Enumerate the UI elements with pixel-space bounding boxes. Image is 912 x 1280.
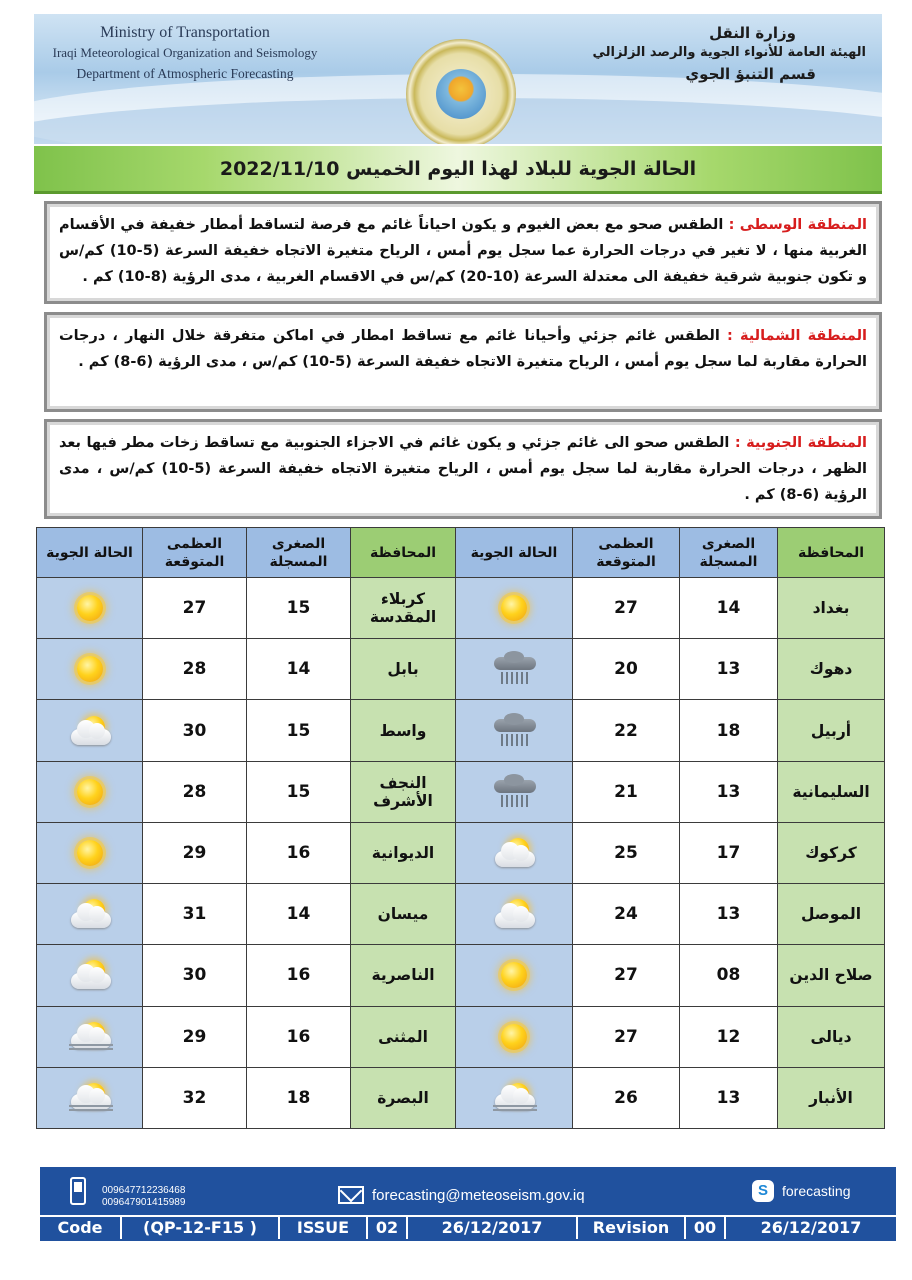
weather-cell bbox=[37, 884, 143, 945]
max-temp-cell: 29 bbox=[143, 822, 247, 883]
ministry-name-en: Ministry of Transportation bbox=[100, 24, 270, 41]
header-banner bbox=[34, 14, 882, 144]
region-south bbox=[44, 419, 882, 519]
governorate-cell: الموصل bbox=[778, 884, 885, 945]
code-value: (QP-12-F15 ) bbox=[122, 1217, 280, 1239]
header-arabic bbox=[592, 24, 866, 83]
issue-date: 26/12/2017 bbox=[408, 1217, 578, 1239]
min-temp-cell: 15 bbox=[247, 578, 351, 639]
governorate-cell: كركوك bbox=[778, 822, 885, 883]
document-code-bar bbox=[40, 1215, 896, 1239]
skype-name: forecasting bbox=[782, 1183, 851, 1199]
partly-cloudy-icon bbox=[65, 955, 115, 995]
region-label: المنطقة الشمالية : bbox=[727, 328, 868, 344]
weather-cell bbox=[456, 884, 573, 945]
governorate-cell: ميسان bbox=[351, 884, 456, 945]
max-temp-cell: 28 bbox=[143, 761, 247, 822]
region-text: الطقس صحو مع بعض الغيوم و يكون احياناً غائم مع فرصة لتساقط أمطار خفيفة في الأقسام الغربية منها ، لا تغير في درجات الحرارة عما سجل يوم أمس ، الرياح متغيرة الاتجاه خفيفة السرعة (5-10) كم/س و تكون جنوبية شرقية خفيفة الى معتدلة السرعة (10-20) كم/س في الاقسام الغربية ، مدى الرؤية (8-10) كم . bbox=[59, 217, 867, 285]
max-temp-cell: 27 bbox=[143, 578, 247, 639]
max-temp-cell: 27 bbox=[573, 1006, 680, 1067]
min-temp-cell: 14 bbox=[247, 639, 351, 700]
header-governorate: المحافظة bbox=[351, 528, 456, 578]
sun-haze-icon bbox=[489, 1078, 539, 1118]
weather-cell bbox=[37, 578, 143, 639]
sun-icon bbox=[489, 1017, 539, 1057]
email-contact bbox=[338, 1186, 585, 1204]
governorate-cell: السليمانية bbox=[778, 761, 885, 822]
table-row bbox=[37, 700, 885, 761]
email-address: forecasting@meteoseism.gov.iq bbox=[372, 1186, 585, 1204]
min-temp-cell: 13 bbox=[680, 884, 778, 945]
max-temp-cell: 25 bbox=[573, 822, 680, 883]
header-min-recorded: الصغرى المسجلة bbox=[247, 528, 351, 578]
sun-icon bbox=[65, 588, 115, 628]
weather-cell bbox=[37, 761, 143, 822]
sun-icon bbox=[489, 955, 539, 995]
partly-cloudy-icon bbox=[65, 894, 115, 934]
sun-icon bbox=[489, 588, 539, 628]
governorate-cell: النجف الأشرف bbox=[351, 761, 456, 822]
governorate-cell: واسط bbox=[351, 700, 456, 761]
min-temp-cell: 16 bbox=[247, 945, 351, 1006]
min-temp-cell: 16 bbox=[247, 1006, 351, 1067]
governorate-cell: الديوانية bbox=[351, 822, 456, 883]
weather-cell bbox=[456, 700, 573, 761]
table-row bbox=[37, 761, 885, 822]
weather-cell bbox=[456, 578, 573, 639]
revision-label: Revision bbox=[578, 1217, 686, 1239]
max-temp-cell: 30 bbox=[143, 700, 247, 761]
footer bbox=[40, 1167, 896, 1241]
max-temp-cell: 29 bbox=[143, 1006, 247, 1067]
ministry-name-ar: وزارة النقل bbox=[709, 24, 796, 42]
min-temp-cell: 16 bbox=[247, 822, 351, 883]
forecast-table bbox=[36, 527, 885, 1129]
sun-icon bbox=[65, 649, 115, 689]
partly-cloudy-icon bbox=[489, 894, 539, 934]
min-temp-cell: 18 bbox=[680, 700, 778, 761]
max-temp-cell: 27 bbox=[573, 945, 680, 1006]
department-name-en: Department of Atmospheric Forecasting bbox=[76, 66, 294, 81]
region-central bbox=[44, 201, 882, 304]
governorate-cell: بابل bbox=[351, 639, 456, 700]
governorate-cell: الناصرية bbox=[351, 945, 456, 1006]
table-row bbox=[37, 1067, 885, 1128]
region-text: الطقس غائم جزئي وأحيانا غائم مع تساقط امطار في اماكن متفرقة خلال النهار ، درجات الحرارة مقاربة لما سجل يوم أمس ، الرياح متغيرة الاتجاه خفيفة السرعة (5-10) كم/س ، مدى الرؤية (6-8) كم . bbox=[59, 328, 867, 370]
partly-cloudy-icon bbox=[489, 833, 539, 873]
table-row bbox=[37, 639, 885, 700]
min-temp-cell: 15 bbox=[247, 700, 351, 761]
rain-cloud-icon bbox=[489, 649, 539, 689]
governorate-cell: دهوك bbox=[778, 639, 885, 700]
phone-number: 009647901415989 bbox=[102, 1197, 186, 1208]
weather-cell bbox=[456, 639, 573, 700]
max-temp-cell: 24 bbox=[573, 884, 680, 945]
region-text: الطقس صحو الى غائم جزئي و يكون غائم في الاجزاء الجنوبية مع تساقط زخات مطر فيها بعد الظهر ، درجات الحرارة مقاربة لما سجل يوم أمس ، الرياح متغيرة الاتجاه خفيفة السرعة (5-10) كم/س ، مدى الرؤية (6-8) كم . bbox=[59, 435, 867, 503]
governorate-cell: ديالى bbox=[778, 1006, 885, 1067]
weather-cell bbox=[37, 1006, 143, 1067]
revision-date: 26/12/2017 bbox=[760, 1218, 862, 1237]
governorate-cell: أربيل bbox=[778, 700, 885, 761]
min-temp-cell: 13 bbox=[680, 639, 778, 700]
header-weather: الحالة الجوية bbox=[456, 528, 573, 578]
table-row bbox=[37, 945, 885, 1006]
min-temp-cell: 13 bbox=[680, 1067, 778, 1128]
sun-icon bbox=[65, 772, 115, 812]
header-governorate: المحافظة bbox=[778, 528, 885, 578]
region-label: المنطقة الجنوبية : bbox=[734, 435, 867, 451]
rain-cloud-icon bbox=[489, 772, 539, 812]
sun-haze-icon bbox=[65, 1017, 115, 1057]
table-row bbox=[37, 822, 885, 883]
governorate-cell: صلاح الدين bbox=[778, 945, 885, 1006]
governorate-cell: البصرة bbox=[351, 1067, 456, 1128]
max-temp-cell: 22 bbox=[573, 700, 680, 761]
skype-icon: S bbox=[752, 1180, 774, 1202]
weather-cell bbox=[456, 1067, 573, 1128]
header-weather: الحالة الجوية bbox=[37, 528, 143, 578]
max-temp-cell: 20 bbox=[573, 639, 680, 700]
weather-cell bbox=[37, 700, 143, 761]
weather-cell bbox=[37, 639, 143, 700]
max-temp-cell: 32 bbox=[143, 1067, 247, 1128]
max-temp-cell: 26 bbox=[573, 1067, 680, 1128]
max-temp-cell: 21 bbox=[573, 761, 680, 822]
weather-cell bbox=[37, 822, 143, 883]
governorate-cell: بغداد bbox=[778, 578, 885, 639]
max-temp-cell: 27 bbox=[573, 578, 680, 639]
min-temp-cell: 14 bbox=[247, 884, 351, 945]
header-min-recorded: الصغرى المسجلة bbox=[680, 528, 778, 578]
header-english bbox=[40, 24, 330, 82]
weather-cell bbox=[456, 761, 573, 822]
header-max-expected: العظمى المتوقعة bbox=[143, 528, 247, 578]
rain-cloud-icon bbox=[489, 711, 539, 751]
weather-cell bbox=[456, 822, 573, 883]
table-row bbox=[37, 884, 885, 945]
min-temp-cell: 15 bbox=[247, 761, 351, 822]
min-temp-cell: 17 bbox=[680, 822, 778, 883]
table-row bbox=[37, 1006, 885, 1067]
region-label: المنطقة الوسطى : bbox=[728, 217, 867, 233]
governorate-cell: كربلاء المقدسة bbox=[351, 578, 456, 639]
sun-haze-icon bbox=[65, 1078, 115, 1118]
min-temp-cell: 12 bbox=[680, 1006, 778, 1067]
title-bar bbox=[34, 146, 882, 194]
governorate-cell: المثنى bbox=[351, 1006, 456, 1067]
logo-emblem-icon bbox=[436, 69, 486, 119]
sun-icon bbox=[65, 833, 115, 873]
page-title: الحالة الجوية للبلاد لهذا اليوم الخميس 2022/11/10 bbox=[219, 157, 697, 180]
organization-name-en: Iraqi Meteorological Organization and Seismology bbox=[52, 45, 318, 60]
mobile-phone-icon bbox=[70, 1177, 86, 1205]
partly-cloudy-icon bbox=[65, 711, 115, 751]
min-temp-cell: 14 bbox=[680, 578, 778, 639]
organization-name-ar: الهيئة العامة للأنواء الجوية والرصد الزلزالي bbox=[592, 45, 866, 60]
table-row bbox=[37, 578, 885, 639]
code-label: Code bbox=[40, 1217, 122, 1239]
max-temp-cell: 31 bbox=[143, 884, 247, 945]
skype-contact bbox=[752, 1180, 850, 1202]
phone-numbers bbox=[102, 1185, 185, 1209]
footer-contacts bbox=[40, 1167, 896, 1213]
envelope-icon bbox=[338, 1186, 364, 1204]
header-max-expected: العظمى المتوقعة bbox=[573, 528, 680, 578]
organization-logo bbox=[406, 39, 516, 144]
governorate-cell: الأنبار bbox=[778, 1067, 885, 1128]
min-temp-cell: 13 bbox=[680, 761, 778, 822]
region-north bbox=[44, 312, 882, 412]
max-temp-cell: 28 bbox=[143, 639, 247, 700]
revision-number: 00 bbox=[686, 1217, 726, 1239]
weather-cell bbox=[456, 945, 573, 1006]
table-header-row bbox=[37, 528, 885, 578]
issue-number: 02 bbox=[368, 1217, 408, 1239]
weather-cell bbox=[456, 1006, 573, 1067]
weather-cell bbox=[37, 1067, 143, 1128]
phone-number: 009647712236468 bbox=[102, 1185, 186, 1196]
weather-cell bbox=[37, 945, 143, 1006]
min-temp-cell: 08 bbox=[680, 945, 778, 1006]
max-temp-cell: 30 bbox=[143, 945, 247, 1006]
department-name-ar: قسم التنبؤ الجوي bbox=[685, 65, 816, 83]
min-temp-cell: 18 bbox=[247, 1067, 351, 1128]
issue-label: ISSUE bbox=[280, 1217, 368, 1239]
